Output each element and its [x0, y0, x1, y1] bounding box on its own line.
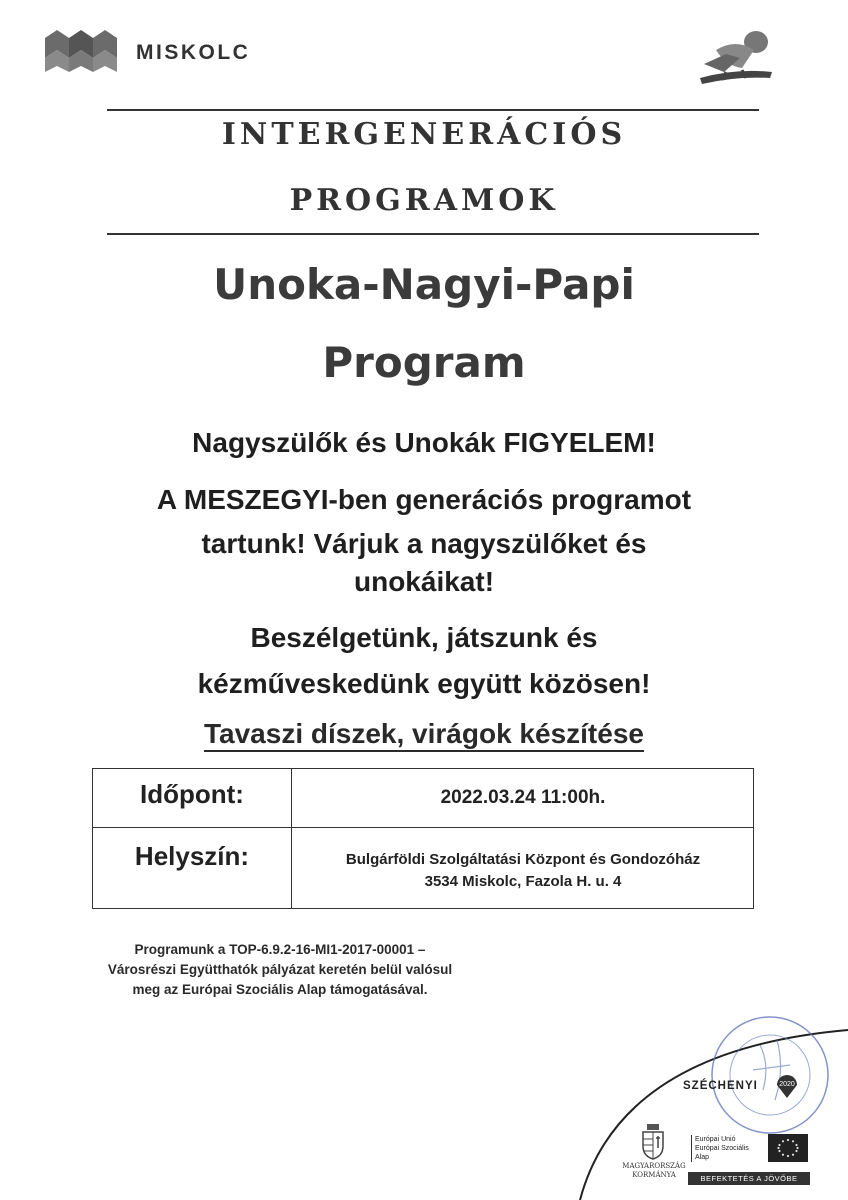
activity-subheading: [0, 718, 848, 750]
invest-in-future-bar: BEFEKTETÉS A JÖVŐBE: [688, 1172, 810, 1185]
table-divider-horizontal: [93, 827, 753, 828]
place-label: Helyszín:: [134, 841, 250, 871]
series-heading-line1: INTERGENERÁCIÓS: [221, 117, 627, 152]
invite-line3: unokáikat!: [353, 566, 495, 597]
szechenyi-badge-icon: [773, 1071, 801, 1099]
activity-line2: kézműveskedünk együtt közösen!: [197, 668, 651, 699]
series-heading-line2: PROGRAMOK: [289, 183, 559, 218]
funding-footnote: [80, 940, 480, 1000]
invite-paragraph: [80, 480, 768, 602]
place-line2: 3534 Miskolc, Fazola H. u. 4: [424, 873, 622, 890]
eu-line1: Európai Unió: [695, 1136, 736, 1143]
miskolc-logo: [45, 28, 117, 76]
program-title-line1: Unoka-Nagyi-Papi: [213, 260, 635, 309]
eu-line3: Alap: [695, 1154, 710, 1161]
official-stamp: [705, 1010, 835, 1140]
footnote-line1: Programunk a TOP-6.9.2-16-MI1-2017-00001 –: [134, 942, 426, 957]
gov-line2: KORMÁNYA: [632, 1171, 676, 1179]
eu-line2: Európai Szociális: [695, 1145, 749, 1152]
place-line1: Bulgárföldi Szolgáltatási Központ és Gondozóház: [345, 851, 701, 868]
activity-subheading-text: Tavaszi díszek, virágok készítése: [204, 718, 644, 752]
top-rule: [107, 109, 759, 111]
bottom-rule: [107, 233, 759, 235]
program-title-line2: Program: [322, 338, 526, 387]
attention-line: Nagyszülők és Unokák FIGYELEM!: [192, 427, 656, 458]
time-label: Időpont:: [140, 779, 244, 809]
time-value: 2022.03.24 11:00h.: [440, 787, 606, 808]
government-label: [614, 1162, 694, 1180]
activity-line1: Beszélgetünk, játszunk és: [250, 622, 598, 653]
city-name: MISKOLC: [136, 41, 251, 64]
hungarian-crest-icon: [640, 1124, 666, 1160]
footnote-line2: Városrészi Együtthatók pályázat keretén belül valósul: [107, 962, 453, 977]
activity-paragraph: [80, 618, 768, 704]
eu-fund-label: [691, 1135, 765, 1162]
szechenyi-year: 2020: [779, 1081, 795, 1088]
program-mascot-icon: [696, 28, 776, 86]
invite-line1: A MESZEGYI-ben generációs programot: [156, 484, 692, 515]
event-details-table: [92, 768, 754, 909]
footnote-line3: meg az Európai Szociális Alap támogatásával.: [132, 982, 428, 997]
eu-flag-icon: [768, 1134, 808, 1162]
table-divider-vertical: [291, 769, 292, 908]
gov-line1: MAGYARORSZÁG: [622, 1162, 686, 1170]
szechenyi-label: SZÉCHENYI: [683, 1080, 758, 1092]
invite-line2: tartunk! Várjuk a nagyszülőket és: [201, 528, 647, 559]
